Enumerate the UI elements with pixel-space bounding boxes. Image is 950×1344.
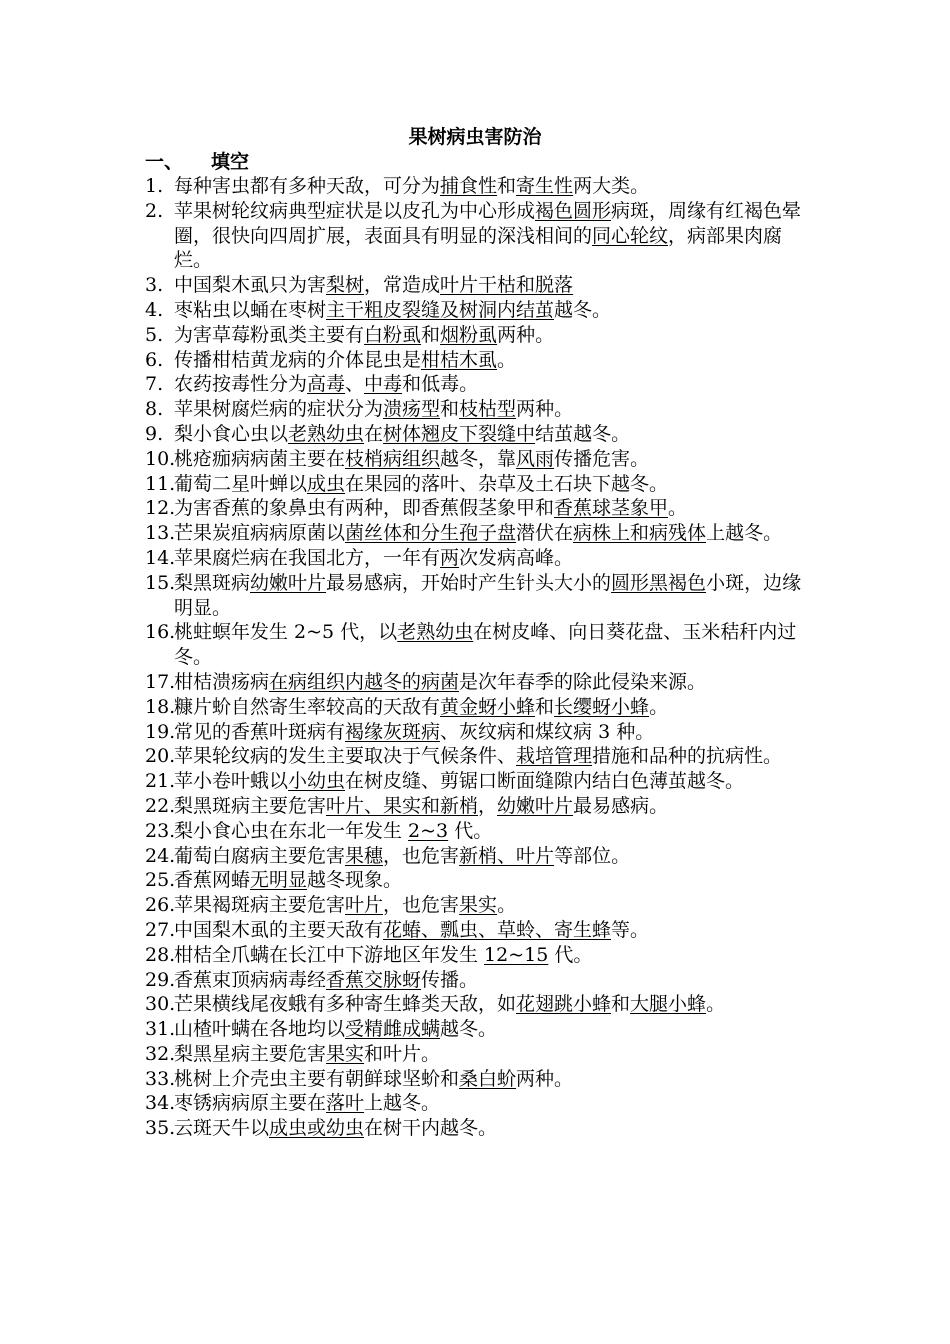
item-text: 桃树上介壳虫主要有朝鲜球坚蚧和 (174, 1067, 460, 1090)
item-text: 芒果炭疽病病原菌以 (174, 522, 346, 545)
list-item (145, 496, 810, 521)
item-text: 常见的香蕉叶斑病有 (174, 720, 346, 743)
item-text: 苹果褐斑病主要危害 (174, 894, 346, 917)
item-number: 16. (145, 621, 176, 644)
item-number: 22. (145, 794, 176, 817)
item-text: 传播危害。 (554, 447, 650, 470)
item-text: ，也危害 (383, 844, 460, 867)
answer-text: 大腿小蜂 (630, 993, 707, 1016)
answer-text: 主干粗皮裂缝及树洞内结茧 (326, 298, 555, 321)
item-number: 27. (145, 918, 176, 941)
item-text: 苹果树轮纹病典型症状是以皮孔为中心形成 (174, 199, 536, 222)
answer-text: 中毒 (364, 373, 403, 396)
list-item (145, 199, 810, 273)
list-item (145, 992, 810, 1017)
answer-text: 褐缘灰斑病 (345, 720, 441, 743)
item-number: 1. (145, 175, 164, 197)
item-text: ，也危害 (383, 894, 460, 917)
answer-text: 菌丝体和分生孢子盘 (345, 522, 517, 545)
item-number: 26. (145, 894, 176, 917)
item-text: ，常造成 (364, 274, 441, 297)
answer-text: 寄生性 (516, 175, 574, 197)
answer-text: 老熟幼虫 (397, 621, 474, 644)
answer-text: 烟粉虱 (440, 323, 498, 346)
item-number: 35. (145, 1117, 176, 1140)
list-item (145, 397, 810, 422)
item-text: 葡萄二星叶蝉以 (174, 472, 308, 495)
item-text: 代。 (548, 943, 593, 966)
list-item (145, 323, 810, 348)
answer-text: 柑桔木虱 (421, 348, 498, 371)
item-text: 苹果腐烂病在我国北方，一年有 (174, 546, 441, 569)
item-text: 等。 (611, 918, 650, 941)
list-item (145, 968, 810, 993)
item-number: 24. (145, 844, 176, 867)
item-text: 最易感病，开始时产生针头大小的 (326, 571, 612, 594)
answer-text: 老熟幼虫 (288, 422, 365, 445)
answer-text: 小幼虫 (288, 770, 346, 793)
item-text: 中国梨木虱只为害 (174, 274, 327, 297)
answer-text: 无明显 (250, 869, 308, 892)
list-item (145, 744, 810, 769)
list-item (145, 348, 810, 373)
item-number: 5. (145, 323, 164, 346)
list-item (145, 1042, 810, 1067)
answer-text: 幼嫩叶片 (497, 794, 574, 817)
answer-text: 长缨蚜小蜂 (554, 695, 650, 718)
list-item (145, 372, 810, 397)
item-text: 为害香蕉的象鼻虫有两种，即香蕉假茎象甲和 (174, 497, 555, 520)
item-text: 两种。 (497, 323, 555, 346)
item-text: 次发病高峰。 (459, 546, 574, 569)
list-item (145, 720, 810, 745)
item-text: 梨小食心虫以 (174, 422, 289, 445)
list-item (145, 893, 810, 918)
fill-in-list (145, 174, 810, 1141)
item-number: 20. (145, 745, 176, 768)
list-item (145, 546, 810, 571)
item-number: 30. (145, 993, 176, 1016)
answer-text: 风雨 (516, 447, 555, 470)
item-text: 梨黑斑病 (174, 571, 251, 594)
item-text: 。 (649, 695, 669, 718)
item-number: 3. (145, 274, 164, 297)
item-text: ，病部果肉腐烂。 (174, 224, 783, 272)
answer-text: 两 (440, 546, 460, 569)
item-text: 、 (345, 373, 365, 396)
item-number: 29. (145, 968, 176, 991)
item-text: 枣锈病病原主要在 (174, 1092, 327, 1115)
item-text: 每种害虫都有多种天敌，可分为 (174, 175, 441, 197)
item-text: 香蕉网蝽 (174, 869, 251, 892)
answer-text: 幼嫩叶片 (250, 571, 327, 594)
item-text: 。 (497, 348, 517, 371)
list-item (145, 1091, 810, 1116)
item-text: 为害草莓粉虱类主要有 (174, 323, 365, 346)
list-item (145, 868, 810, 893)
answer-text: 花蝽、瓢虫、草蛉、寄生蜂 (383, 918, 612, 941)
item-text: 越冬。 (554, 298, 612, 321)
item-text: 。 (668, 497, 688, 520)
item-number: 23. (145, 819, 176, 842)
list-item (145, 273, 810, 298)
answer-text: 叶片 (345, 894, 384, 917)
item-number: 6. (145, 348, 164, 371)
list-item (145, 521, 810, 546)
item-text: 梨小食心虫在东北一年发生 (174, 819, 409, 842)
item-number: 7. (145, 373, 164, 396)
item-text: 小斑，边缘明显。 (174, 571, 802, 619)
item-number: 4. (145, 298, 164, 321)
item-number: 18. (145, 695, 176, 718)
list-item (145, 620, 810, 670)
answer-text: 叶片干枯和脱落 (440, 274, 574, 297)
item-text: 在树干内越冬。 (364, 1117, 498, 1140)
item-text: 在树皮缝、剪锯口断面缝隙内结白色薄茧越冬。 (345, 770, 745, 793)
answer-text: 落叶 (326, 1092, 365, 1115)
item-text: 等部位。 (554, 844, 631, 867)
answer-text: 新梢、叶片 (459, 844, 555, 867)
answer-text: 溃疡型 (383, 398, 441, 421)
list-item (145, 422, 810, 447)
item-text: ， (478, 794, 498, 817)
answer-text: 捕食性 (440, 175, 498, 197)
item-text: 越冬。 (440, 1018, 498, 1041)
item-number: 19. (145, 720, 176, 743)
document-title: 果树病虫害防治 (408, 126, 542, 148)
item-text: 云斑天牛以 (174, 1117, 270, 1140)
item-text: 和 (440, 398, 460, 421)
item-number: 11. (145, 472, 176, 495)
item-number: 34. (145, 1092, 176, 1115)
item-text: 葡萄白腐病主要危害 (174, 844, 346, 867)
item-text: 农药按毒性分为 (174, 373, 308, 396)
answer-text: 果实 (326, 1042, 365, 1065)
item-text: 和低毒。 (402, 373, 479, 396)
item-text: 枣粘虫以蛹在枣树 (174, 298, 327, 321)
answer-text: 病株上和病残体 (573, 522, 707, 545)
list-item (145, 571, 810, 621)
answer-text: 枝枯型 (459, 398, 517, 421)
item-text: 病斑，周缘有红褐色晕圈，很快向四周扩展，表面具有明显的深浅相间的 (174, 199, 802, 247)
answer-text: 果实 (459, 894, 498, 917)
list-item (145, 174, 810, 199)
item-text: 两种。 (516, 398, 574, 421)
answer-text: 圆形黑褐色 (611, 571, 707, 594)
answer-text: 果穗 (345, 844, 384, 867)
item-text: 传播。 (421, 968, 479, 991)
answer-text: 受精雌成螨 (345, 1018, 441, 1041)
item-text: 越冬现象。 (307, 869, 403, 892)
item-text: 和 (497, 175, 517, 197)
item-number: 33. (145, 1067, 176, 1090)
answer-text: 2~3 (408, 819, 449, 842)
item-text: 梨黑斑病主要危害 (174, 794, 327, 817)
list-item (145, 1017, 810, 1042)
answer-text: 在病组织内越冬的病菌 (269, 670, 460, 693)
item-text: 中国梨木虱的主要天敌有 (174, 918, 384, 941)
section-heading (145, 150, 249, 175)
list-item (145, 670, 810, 695)
item-text: 苹果轮纹病的发生主要取决于气候条件、 (174, 745, 517, 768)
item-number: 15. (145, 571, 176, 594)
answer-text: 黄金蚜小蜂 (440, 695, 536, 718)
list-item (145, 472, 810, 497)
answer-text: 同心轮纹 (592, 224, 669, 247)
answer-text: 香蕉球茎象甲 (554, 497, 669, 520)
item-text: 香蕉束顶病病毒经 (174, 968, 327, 991)
item-text: 在果园的落叶、杂草及土石块下越冬。 (345, 472, 669, 495)
answer-text: 成虫或幼虫 (269, 1117, 365, 1140)
answer-text: 白粉虱 (364, 323, 422, 346)
item-text: 。 (497, 894, 517, 917)
section-number: 一、 (145, 151, 184, 173)
list-item (145, 1067, 810, 1092)
item-text: 和叶片。 (364, 1042, 441, 1065)
item-text: 桃蛀螟年发生 2~5 代，以 (174, 621, 398, 644)
item-text: 两大类。 (573, 175, 650, 197)
list-item (145, 844, 810, 869)
item-text: 最易感病。 (573, 794, 669, 817)
answer-text: 成虫 (307, 472, 346, 495)
item-text: 越冬，靠 (440, 447, 517, 470)
item-text: 柑桔溃疡病 (174, 670, 270, 693)
item-text: 上越冬。 (364, 1092, 441, 1115)
item-text: 山楂叶螨在各地均以 (174, 1018, 346, 1041)
answer-text: 高毒 (307, 373, 346, 396)
item-number: 8. (145, 398, 164, 421)
list-item (145, 943, 810, 968)
item-text: 桃疮痂病病菌主要在 (174, 447, 346, 470)
item-text: 和 (611, 993, 631, 1016)
item-number: 12. (145, 497, 176, 520)
answer-text: 叶片、果实和新梢 (326, 794, 479, 817)
item-text: 上越冬。 (706, 522, 783, 545)
list-item (145, 298, 810, 323)
list-item (145, 447, 810, 472)
item-text: 两种。 (516, 1067, 574, 1090)
item-text: 代。 (448, 819, 493, 842)
item-number: 28. (145, 943, 176, 966)
list-item (145, 695, 810, 720)
answer-text: 12~15 (484, 943, 549, 966)
answer-text: 梨树 (326, 274, 365, 297)
item-number: 13. (145, 522, 176, 545)
item-number: 14. (145, 546, 176, 569)
answer-text: 枝梢病组织 (345, 447, 441, 470)
item-text: 苹小卷叶蛾以 (174, 770, 289, 793)
item-number: 31. (145, 1018, 176, 1041)
item-text: 。 (706, 993, 726, 1016)
item-number: 2. (145, 199, 164, 222)
item-number: 21. (145, 770, 176, 793)
item-text: 措施和品种的抗病性。 (592, 745, 783, 768)
item-number: 10. (145, 447, 176, 470)
item-number: 9. (145, 422, 164, 445)
item-text: 在树皮峰、向日葵花盘、玉米秸秆内过冬。 (174, 621, 797, 669)
answer-text: 桑白蚧 (459, 1067, 517, 1090)
item-text: 在 (364, 422, 384, 445)
item-text: 传播柑桔黄龙病的介体昆虫是 (174, 348, 422, 371)
item-text: 和 (535, 695, 555, 718)
item-number: 32. (145, 1042, 176, 1065)
item-text: 梨黑星病主要危害 (174, 1042, 327, 1065)
item-text: 结茧越冬。 (535, 422, 631, 445)
answer-text: 香蕉交脉蚜 (326, 968, 422, 991)
section-label: 填空 (211, 151, 250, 173)
list-item (145, 794, 810, 819)
list-item (145, 918, 810, 943)
item-text: 芒果横线尾夜蛾有多种寄生蜂类天敌，如 (174, 993, 517, 1016)
item-text: 苹果树腐烂病的症状分为 (174, 398, 384, 421)
item-text: 、灰纹病和煤纹病 3 种。 (440, 720, 655, 743)
item-text: 是次年春季的除此侵染来源。 (459, 670, 707, 693)
answer-text: 褐色圆形 (535, 199, 612, 222)
answer-text: 花翅跳小蜂 (516, 993, 612, 1016)
item-text: 潜伏在 (516, 522, 574, 545)
item-text: 和 (421, 323, 441, 346)
item-number: 25. (145, 869, 176, 892)
answer-text: 树体翘皮下裂缝中 (383, 422, 536, 445)
list-item (145, 1116, 810, 1141)
list-item (145, 819, 810, 844)
item-text: 糠片蚧自然寄生率较高的天敌有 (174, 695, 441, 718)
list-item (145, 769, 810, 794)
answer-text: 栽培管理 (516, 745, 593, 768)
item-number: 17. (145, 670, 176, 693)
item-text: 柑桔全爪螨在长江中下游地区年发生 (174, 943, 485, 966)
